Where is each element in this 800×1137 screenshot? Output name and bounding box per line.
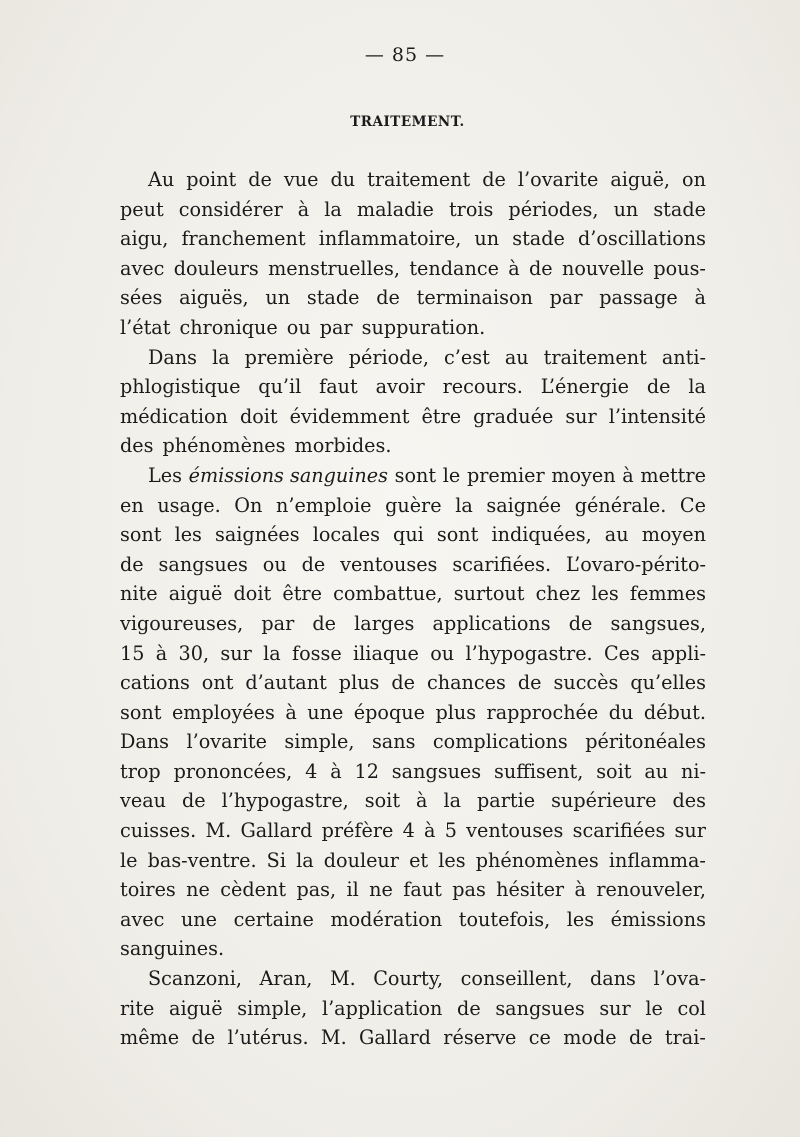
word: à	[285, 700, 297, 724]
word: hésiter	[496, 878, 565, 902]
word: les	[591, 582, 619, 606]
word: pas,	[296, 878, 337, 902]
word: 15	[120, 641, 145, 665]
word: chronique	[179, 315, 278, 339]
word: appli-	[651, 641, 706, 665]
text-line	[120, 757, 706, 787]
word: 12	[354, 759, 379, 783]
text-line	[120, 846, 706, 876]
word: locales	[312, 523, 380, 547]
word: de	[191, 1026, 216, 1050]
text-line	[120, 786, 706, 816]
word: ventouses	[340, 552, 438, 576]
emphasis-phrase: émissions sanguines	[188, 463, 388, 487]
word: cuisses.	[120, 819, 197, 843]
word: aiguë	[168, 582, 223, 606]
word: même	[120, 1026, 180, 1050]
word: la	[688, 375, 706, 399]
word: conseillent,	[460, 967, 573, 991]
text-line	[120, 905, 706, 935]
word: à	[508, 256, 520, 280]
word: graduée	[473, 404, 554, 428]
word: à	[574, 878, 586, 902]
word: d’oscillations	[577, 227, 706, 251]
word: saignées	[215, 523, 300, 547]
word: douleur	[323, 848, 399, 872]
word: point	[186, 168, 237, 191]
word: sangsues	[158, 552, 248, 576]
word: le	[645, 996, 663, 1020]
word: de	[529, 256, 553, 280]
word: doit	[233, 582, 272, 606]
word: certaine	[233, 907, 314, 931]
word: usage.	[157, 493, 221, 517]
word: sur	[565, 404, 597, 428]
word: plus	[338, 671, 380, 695]
word: suppuration.	[361, 315, 486, 339]
word: ne	[186, 878, 210, 902]
word: au	[644, 759, 669, 783]
word: de	[517, 671, 542, 695]
page-number: — 85 —	[364, 44, 446, 66]
word: de	[482, 168, 506, 191]
word: vigoureuses,	[120, 611, 244, 635]
word: pas	[452, 878, 486, 902]
word: un	[474, 227, 500, 251]
word: de	[457, 996, 481, 1020]
word: d’autant	[245, 671, 327, 695]
word: inflamma-	[608, 848, 706, 872]
word: de	[646, 375, 671, 399]
word: sans	[371, 730, 416, 754]
word: col	[677, 996, 706, 1020]
word: combattue,	[333, 582, 443, 606]
text-line	[120, 609, 706, 639]
word: doit	[239, 404, 278, 428]
word: toires	[120, 878, 176, 902]
text-line	[120, 343, 706, 373]
word: Dans	[148, 345, 198, 369]
word: sangsues	[391, 759, 482, 783]
word: fosse	[292, 641, 342, 665]
word: faut	[403, 878, 442, 902]
word: succès	[553, 671, 619, 695]
word: On	[234, 493, 263, 517]
word: à	[416, 789, 428, 813]
word: femmes	[629, 582, 706, 606]
word: L’énergie	[540, 375, 629, 399]
text-line	[120, 875, 706, 905]
word: ni-	[680, 759, 706, 783]
word: rite	[120, 996, 155, 1020]
word: complications	[432, 730, 568, 754]
word: anti-	[661, 345, 706, 369]
word: l’application	[321, 996, 443, 1020]
word: traitement	[543, 345, 647, 369]
word: ou	[262, 552, 287, 576]
word: saignée	[486, 493, 562, 517]
word: aiguë,	[610, 168, 671, 191]
text-line	[120, 254, 706, 284]
word: sont	[120, 523, 162, 547]
word: simple,	[237, 996, 308, 1020]
word: et	[409, 848, 429, 872]
word: par	[261, 611, 295, 635]
word: de	[376, 286, 400, 310]
word: modération	[330, 907, 443, 931]
word: bas-ventre.	[147, 848, 257, 872]
word: des	[120, 434, 154, 458]
word: avec	[120, 256, 165, 280]
word: par	[319, 315, 353, 339]
word: mettre	[640, 463, 706, 487]
word: moyen	[551, 463, 616, 487]
word: réserve	[443, 1026, 517, 1050]
word: l’ova-	[653, 967, 706, 991]
word: toutefois,	[458, 907, 551, 931]
word: Dans	[120, 730, 170, 754]
text-line	[120, 550, 706, 580]
text-line	[120, 668, 706, 698]
text-line	[120, 283, 706, 313]
word: phlogistique	[120, 375, 241, 399]
section-title: TRAITEMENT.	[350, 114, 465, 130]
word: l’utérus.	[227, 1026, 309, 1050]
word: première	[244, 345, 334, 369]
word: aigu,	[120, 227, 169, 251]
word: période,	[348, 345, 429, 369]
word: tendance	[409, 256, 499, 280]
word: c’est	[444, 345, 490, 369]
word: le	[442, 463, 461, 487]
word: cations	[120, 671, 190, 695]
word: la	[443, 789, 462, 813]
word: un	[265, 286, 291, 310]
word: nouvelle	[561, 256, 645, 280]
word: la	[296, 848, 314, 872]
word: l’ovarite	[517, 168, 599, 191]
text-line	[120, 431, 706, 461]
word: sont	[436, 523, 479, 547]
word: M.	[320, 1026, 347, 1050]
word: ont	[201, 671, 234, 695]
word: émissions	[610, 907, 706, 931]
word: partie	[477, 789, 536, 813]
word: trop	[120, 759, 161, 783]
word: sur	[220, 641, 252, 665]
word: préfère	[321, 819, 394, 843]
word: de	[391, 671, 416, 695]
text-line	[120, 313, 706, 343]
word: sur	[674, 819, 706, 843]
word: traitement	[367, 168, 471, 191]
word: aiguë	[169, 996, 223, 1020]
word: il	[346, 878, 359, 902]
text-line	[120, 461, 706, 491]
word: l’ovarite	[186, 730, 267, 754]
word: n’emploie	[275, 493, 372, 517]
word: avoir	[375, 375, 425, 399]
word: inflammatoire,	[318, 227, 462, 251]
word: indiquées,	[491, 523, 592, 547]
word: au	[604, 523, 629, 547]
word: à	[297, 197, 310, 221]
word: de	[312, 611, 337, 635]
word: mode	[563, 1026, 617, 1050]
word: de	[568, 611, 593, 635]
word: l’intensité	[608, 404, 706, 428]
word: sanguines.	[120, 937, 225, 961]
word: ne	[369, 878, 393, 902]
text-line	[120, 934, 706, 964]
text-line	[120, 1023, 706, 1053]
word: la	[324, 197, 342, 221]
word: péritonéales	[585, 730, 706, 754]
body-text	[120, 165, 706, 1053]
word: ou	[286, 315, 311, 339]
word: Ce	[679, 493, 706, 517]
word: de	[628, 1026, 653, 1050]
word: Ces	[603, 641, 640, 665]
word: phénomènes	[475, 848, 599, 872]
word: 4	[402, 819, 415, 843]
word: dans	[589, 967, 636, 991]
word: un	[613, 197, 639, 221]
word: nite	[120, 582, 158, 606]
word: en	[120, 493, 144, 517]
text-line	[120, 727, 706, 757]
text-line	[120, 698, 706, 728]
word: stade	[306, 286, 360, 310]
word: soit	[364, 789, 401, 813]
word: pous-	[653, 256, 706, 280]
text-line	[120, 402, 706, 432]
word: par	[549, 286, 583, 310]
word: morbides.	[294, 434, 392, 458]
word: plus	[435, 700, 477, 724]
word: stade	[512, 227, 565, 251]
word: trois	[448, 197, 494, 221]
word: faut	[319, 375, 358, 399]
word: aiguës,	[179, 286, 249, 310]
word: vue	[283, 168, 319, 191]
text-line	[120, 994, 706, 1024]
word: employées	[171, 700, 275, 724]
word: sangsues	[495, 996, 585, 1020]
word: l’hypogastre,	[221, 789, 349, 813]
word: recours.	[442, 375, 523, 399]
word: de	[120, 552, 144, 576]
word: qui	[393, 523, 424, 547]
text-line	[120, 224, 706, 254]
text-line	[120, 639, 706, 669]
word: ce	[528, 1026, 551, 1050]
word: scarifiées	[572, 819, 666, 843]
word: époque	[353, 700, 425, 724]
word: la	[212, 345, 230, 369]
word: une	[307, 700, 344, 724]
word: le	[120, 848, 138, 872]
word: trai-	[664, 1026, 706, 1050]
word: rapprochée	[486, 700, 599, 724]
word: au	[504, 345, 529, 369]
word: menstruelles,	[268, 256, 401, 280]
word: Gallard	[359, 1026, 431, 1050]
word: sées	[120, 286, 163, 310]
word: 30,	[178, 641, 210, 665]
word: passage	[599, 286, 678, 310]
word: peut	[120, 197, 164, 221]
word: chez	[535, 582, 581, 606]
word: Scanzoni,	[148, 967, 242, 991]
word: être	[282, 582, 322, 606]
word: Si	[266, 848, 286, 872]
word: ventouses	[466, 819, 564, 843]
word: du	[330, 168, 356, 191]
word: renouveler,	[596, 878, 706, 902]
word: générale.	[574, 493, 667, 517]
word: de	[248, 168, 272, 191]
word: sont	[394, 463, 437, 487]
word: cèdent	[220, 878, 287, 902]
text-line	[120, 195, 706, 225]
word: maladie	[356, 197, 434, 221]
word: être	[421, 404, 462, 428]
word: douleurs	[173, 256, 259, 280]
text-line	[120, 964, 706, 994]
word: l’hypogastre.	[465, 641, 593, 665]
text-line	[120, 165, 706, 195]
word: M.	[205, 819, 232, 843]
text-line	[120, 579, 706, 609]
text-line	[120, 520, 706, 550]
word: applications	[432, 611, 551, 635]
word: les	[438, 848, 466, 872]
word: à	[694, 286, 706, 310]
word: Gallard	[240, 819, 313, 843]
word: à	[155, 641, 168, 665]
word: suffisent,	[494, 759, 584, 783]
word: évidemment	[289, 404, 410, 428]
text-line	[120, 372, 706, 402]
word: Courty,	[373, 967, 444, 991]
word: à	[330, 759, 342, 783]
word: franchement	[181, 227, 306, 251]
text-line	[120, 491, 706, 521]
word: avec	[120, 907, 165, 931]
word: l’état	[120, 315, 171, 339]
word: la	[263, 641, 281, 665]
word: soit	[596, 759, 632, 783]
word: périodes,	[508, 197, 599, 221]
word: sont	[120, 700, 162, 724]
word: simple,	[284, 730, 355, 754]
word: sur	[599, 996, 631, 1020]
word: premier	[466, 463, 545, 487]
word: de	[301, 552, 326, 576]
word: la	[455, 493, 473, 517]
word: 4	[305, 759, 318, 783]
word: prononcées,	[173, 759, 293, 783]
word: les	[174, 523, 202, 547]
word: L’ovaro-périto-	[566, 552, 706, 576]
word: à	[424, 819, 436, 843]
text-line	[120, 816, 706, 846]
word: ou	[430, 641, 455, 665]
word: de	[181, 789, 206, 813]
word: une	[180, 907, 218, 931]
word: les	[566, 907, 595, 931]
word: qu’elles	[630, 671, 706, 695]
word: on	[682, 168, 706, 191]
word: larges	[354, 611, 415, 635]
word: chances	[427, 671, 506, 695]
word: scarifiées.	[452, 552, 552, 576]
word: Aran,	[259, 967, 313, 991]
word: moyen	[641, 523, 706, 547]
word: médication	[120, 404, 228, 428]
word: surtout	[453, 582, 525, 606]
word: veau	[120, 789, 166, 813]
word: M.	[329, 967, 356, 991]
word: Au	[148, 168, 175, 191]
word: stade	[653, 197, 706, 221]
word: 5	[444, 819, 457, 843]
word: supérieure	[551, 789, 657, 813]
word: guère	[385, 493, 442, 517]
word: terminaison	[416, 286, 533, 310]
word: à	[622, 463, 634, 487]
word: considérer	[178, 197, 283, 221]
word: du	[608, 700, 634, 724]
word: phénomènes	[162, 434, 286, 458]
word: des	[672, 789, 706, 813]
word: qu’il	[258, 375, 302, 399]
word: sangsues,	[610, 611, 706, 635]
word: iliaque	[353, 641, 419, 665]
word: début.	[643, 700, 706, 724]
word: Les	[148, 463, 182, 487]
